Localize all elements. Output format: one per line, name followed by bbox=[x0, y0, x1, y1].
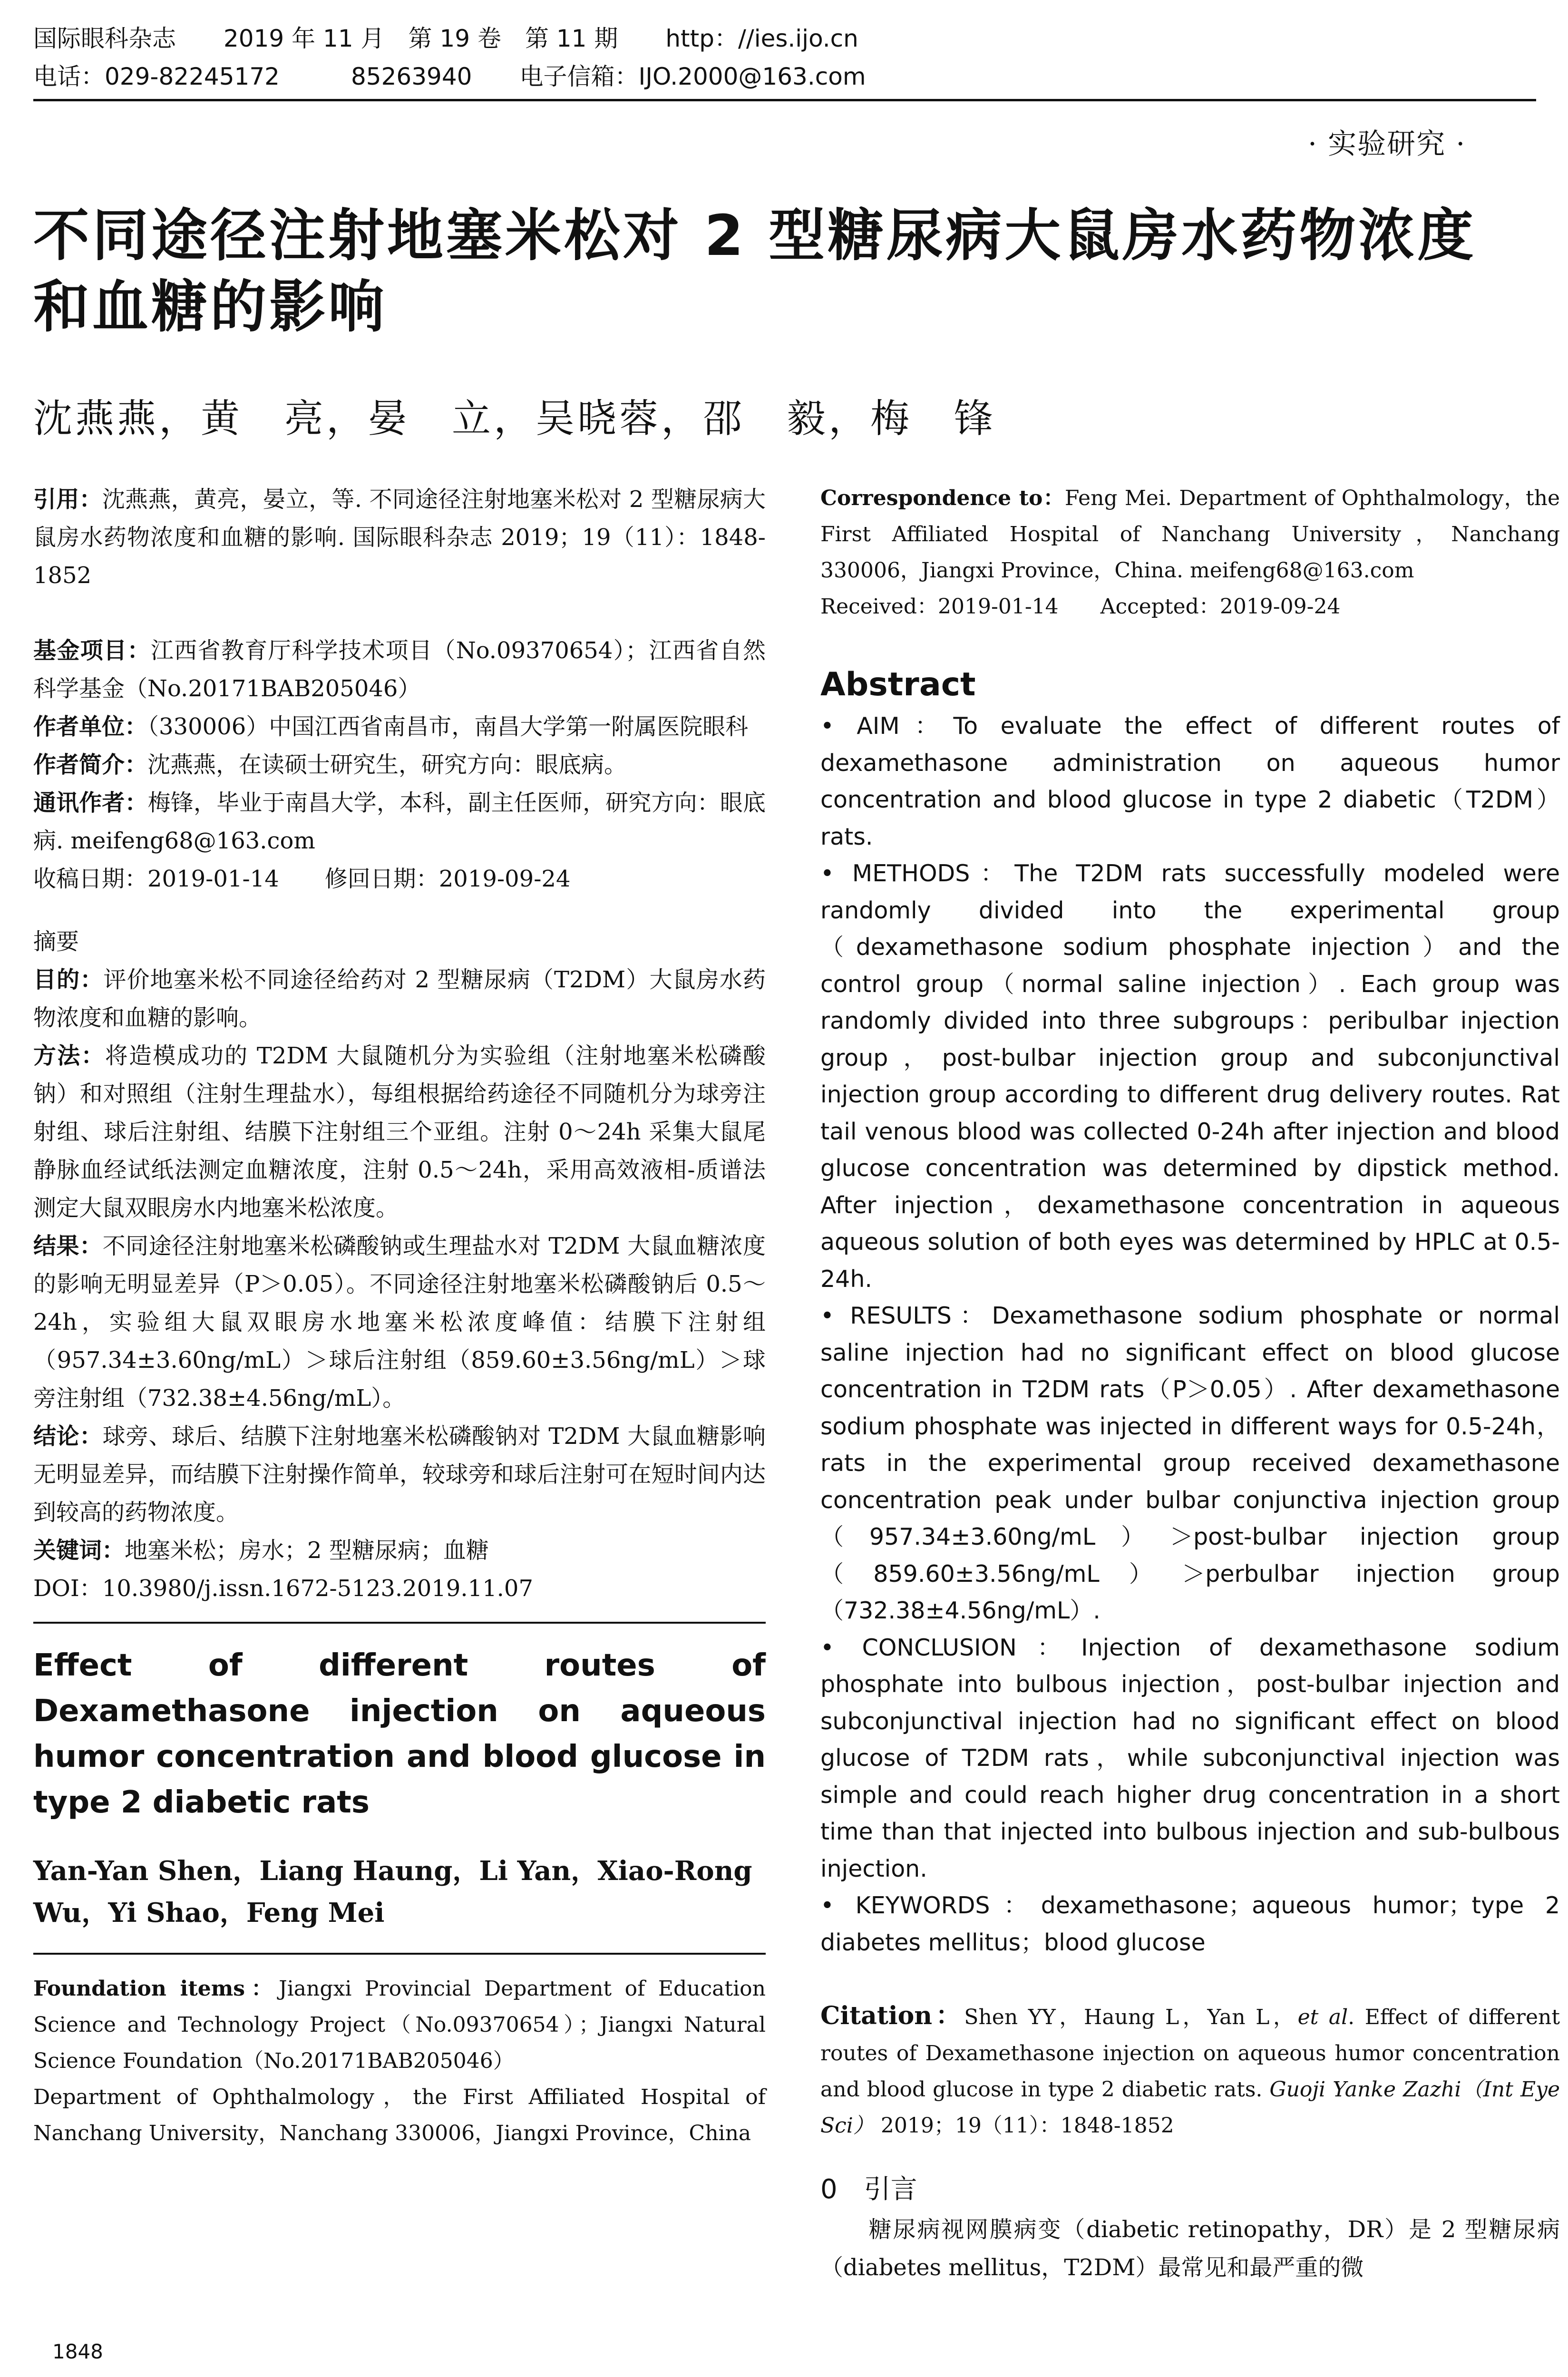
english-title: Effect of different routes of Dexamethasone injection on aqueous humor concentration and blood glucose in type 2 diabetic rats bbox=[33, 1648, 766, 1820]
citation-cn-label: 引用： bbox=[33, 486, 102, 513]
citation-en-etal: et al bbox=[1297, 2005, 1348, 2029]
correspondence-en-label: Correspondence to： bbox=[820, 486, 1065, 510]
aim-cn bbox=[33, 961, 766, 1037]
divider-foundation bbox=[33, 1953, 766, 1955]
fund-cn bbox=[33, 632, 766, 708]
aim-cn-label: 目的： bbox=[33, 966, 104, 993]
bio-cn-text: 沈燕燕，在读硕士研究生，研究方向：眼底病。 bbox=[147, 751, 627, 778]
journal-header-line2: 电话：029-82245172 85263940 电子信箱：IJO.2000@163.com bbox=[33, 63, 866, 90]
methods-en-text: The T2DM rats successfully modeled were randomly divided into the experimental group（dexamethasone sodium phosphate injection）and the control group（normal saline injection）. Each group was randomly divided into three subgroups：peribulbar injection group，post-bulbar injection group and subconjunctival injection group according to different drug delivery routes. Rat tail venous blood was collected 0-24h after injection and blood glucose concentration was determined by dipstick method. After injection，dexamethasone concentration in aqueous aqueous solution of both eyes was determined by HPLC at 0.5-24h. bbox=[820, 860, 1560, 1293]
keywords-cn-label: 关键词： bbox=[33, 1537, 125, 1564]
fund-cn-text: 江西省教育厅科学技术项目（No.09370654）；江西省自然科学基金（No.20171BAB205046） bbox=[33, 637, 766, 702]
left-column bbox=[33, 480, 766, 2152]
methods-en-label: • METHODS： bbox=[820, 860, 1015, 887]
page-title bbox=[33, 200, 1555, 342]
citation-en-journal: Guoji Yanke Zazhi（Int Eye Sci） bbox=[820, 2077, 1560, 2138]
conclusion-en-text: Injection of dexamethasone sodium phosphate into bulbous injection，post-bulbar injection and subconjunctival injection had no significant effect on blood glucose of T2DM rats，while subconjunctival injection was simple and could reach higher drug concentration in a short time than that injected into bulbous injection and sub-bulbous injection. bbox=[820, 1634, 1560, 1882]
affil-cn-text: （330006）中国江西省南昌市，南昌大学第一附属医院眼科 bbox=[147, 713, 749, 740]
results-en bbox=[820, 1297, 1560, 1629]
foundation-en-text: Jiangxi Provincial Department of Education Science and Technology Project（No.09370654）；Jiangxi Natural Science Foundation（No.20171BAB205046） bbox=[33, 1977, 766, 2073]
result-cn-text: 不同途径注射地塞米松磷酸钠或生理盐水对 T2DM 大鼠血糖浓度的影响无明显差异（P＞0.05）。不同途径注射地塞米松磷酸钠后 0.5～24h，实验组大鼠双眼房水地塞米松浓度峰值：结膜下注射组（957.34±3.60ng/mL）＞球后注射组（859.60±3.56ng/mL）＞球旁注射组（732.38±4.56ng/mL）。 bbox=[33, 1233, 766, 1412]
doi: DOI：10.3980/j.issn.1672-5123.2019.11.07 bbox=[33, 1575, 534, 1602]
aim-cn-text: 评价地塞米松不同途径给药对 2 型糖尿病（T2DM）大鼠房水药物浓度和血糖的影响。 bbox=[33, 966, 766, 1031]
title-line-2: 和血糖的影响 bbox=[33, 274, 388, 340]
intro-text: 糖尿病视网膜病变（diabetic retinopathy，DR）是 2 型糖尿病（diabetes mellitus，T2DM）最常见和最严重的微 bbox=[820, 2216, 1560, 2281]
fund-cn-label: 基金项目： bbox=[33, 637, 151, 664]
aim-en-label: • AIM： bbox=[820, 712, 954, 740]
section-tag: · 实验研究 · bbox=[1308, 127, 1466, 161]
corr-cn-text: 梅锋，毕业于南昌大学，本科，副主任医师，研究方向：眼底病. meifeng68@163.com bbox=[33, 789, 766, 854]
correspondence-en bbox=[820, 480, 1560, 589]
title-line-1: 不同途径注射地塞米松对 2 型糖尿病大鼠房水药物浓度 bbox=[33, 203, 1477, 268]
aim-en bbox=[820, 708, 1560, 855]
bio-cn-label: 作者简介： bbox=[33, 751, 148, 778]
concl-cn-text: 球旁、球后、结膜下注射地塞米松磷酸钠对 T2DM 大鼠血糖影响无明显差异，而结膜下注射操作简单，较球旁和球后注射可在短时间内达到较高的药物浓度。 bbox=[33, 1423, 766, 1526]
english-authors: Yan-Yan Shen，Liang Haung，Li Yan，Xiao-Rong Wu，Yi Shao，Feng Mei bbox=[33, 1855, 752, 1929]
method-cn-text: 将造模成功的 T2DM 大鼠随机分为实验组（注射地塞米松磷酸钠）和对照组（注射生理盐水），每组根据给药途径不同随机分为球旁注射组、球后注射组、结膜下注射组三个亚组。注射 0～24h 采集大鼠尾静脉血经试纸法测定血糖浓度，注射 0.5～24h，采用高效液相-质谱法测定大鼠双眼房水内地塞米松浓度。 bbox=[33, 1042, 766, 1221]
received-dates: Received：2019-01-14 Accepted：2019-09-24 bbox=[820, 594, 1341, 619]
abstract-cn-heading: 摘要 bbox=[33, 928, 79, 955]
result-cn-label: 结果： bbox=[33, 1233, 103, 1259]
results-en-label: • RESULTS： bbox=[820, 1302, 992, 1329]
conclusion-en bbox=[820, 1629, 1560, 1888]
citation-en-label: Citation： bbox=[820, 2001, 964, 2030]
conclusion-en-label: • CONCLUSION： bbox=[820, 1634, 1081, 1661]
foundation-en-label: Foundation items： bbox=[33, 1977, 279, 2001]
aim-en-text: To evaluate the effect of different routes of dexamethasone administration on aqueous humor concentration and blood glucose in type 2 diabetic（T2DM）rats. bbox=[820, 712, 1560, 850]
keywords-en-text: dexamethasone；aqueous humor；type 2 diabetes mellitus；blood glucose bbox=[820, 1892, 1560, 1956]
citation-cn-text: 沈燕燕，黄亮，晏立，等. 不同途径注射地塞米松对 2 型糖尿病大鼠房水药物浓度和血糖的影响. 国际眼科杂志 2019；19（11）：1848-1852 bbox=[33, 486, 766, 589]
result-cn bbox=[33, 1227, 766, 1417]
correspondence-en-text: Feng Mei. Department of Ophthalmology，the First Affiliated Hospital of Nanchang University，Nanchang 330006，Jiangxi Province，China. meifeng68@163.com bbox=[820, 486, 1560, 583]
department-en: Department of Ophthalmology，the First Affiliated Hospital of Nanchang University，Nanchang 330006，Jiangxi Province，China bbox=[33, 2085, 766, 2145]
page-number: 1848 bbox=[52, 2340, 103, 2363]
foundation-en bbox=[33, 1971, 766, 2079]
affil-cn-label: 作者单位： bbox=[33, 713, 148, 740]
keywords-cn bbox=[33, 1531, 766, 1569]
methods-en bbox=[820, 855, 1560, 1297]
method-cn bbox=[33, 1037, 766, 1227]
keywords-cn-text: 地塞米松；房水；2 型糖尿病；血糖 bbox=[125, 1537, 489, 1564]
journal-header-line1: 国际眼科杂志 2019 年 11 月 第 19 卷 第 11 期 http：//ies.ijo.cn bbox=[33, 25, 858, 52]
method-cn-label: 方法： bbox=[33, 1042, 105, 1069]
citation-cn bbox=[33, 480, 766, 594]
keywords-en-label: • KEYWORDS： bbox=[820, 1892, 1041, 1919]
header-rule bbox=[33, 99, 1536, 101]
concl-cn-label: 结论： bbox=[33, 1423, 103, 1450]
citation-en bbox=[820, 1998, 1560, 2144]
divider-en bbox=[33, 1622, 766, 1624]
results-en-text: Dexamethasone sodium phosphate or normal saline injection had no significant effect on blood glucose concentration in T2DM rats（P＞0.05）. After dexamethasone sodium phosphate was injected in different ways for 0.5-24h，rats in the experimental group received dexamethasone concentration peak under bulbar conjunctiva injection group（957.34±3.60ng/mL）＞post-bulbar injection group（859.60±3.56ng/mL）＞perbulbar injection group（732.38±4.56ng/mL）. bbox=[820, 1302, 1560, 1624]
right-column bbox=[820, 480, 1560, 2287]
keywords-en bbox=[820, 1887, 1560, 1961]
dates-cn: 收稿日期：2019-01-14 修回日期：2019-09-24 bbox=[33, 866, 571, 892]
corr-cn-label: 通讯作者： bbox=[33, 789, 148, 816]
affil-cn bbox=[33, 708, 766, 746]
intro-heading: 0 引言 bbox=[820, 2174, 917, 2205]
citation-en-text-c: 2019；19（11）：1848-1852 bbox=[874, 2114, 1174, 2138]
abstract-en-heading: Abstract bbox=[820, 666, 976, 703]
bio-cn bbox=[33, 746, 766, 784]
corr-cn bbox=[33, 784, 766, 860]
authors-cn: 沈燕燕，黄 亮，晏 立，吴晓蓉，邵 毅，梅 锋 bbox=[33, 396, 996, 441]
citation-en-text-b: . Effect of different routes of Dexamethasone injection on aqueous humor concentration and blood glucose in type 2 diabetic rats. bbox=[820, 2005, 1560, 2102]
citation-en-text-a: Shen YY，Haung L，Yan L， bbox=[964, 2005, 1298, 2029]
concl-cn bbox=[33, 1417, 766, 1531]
